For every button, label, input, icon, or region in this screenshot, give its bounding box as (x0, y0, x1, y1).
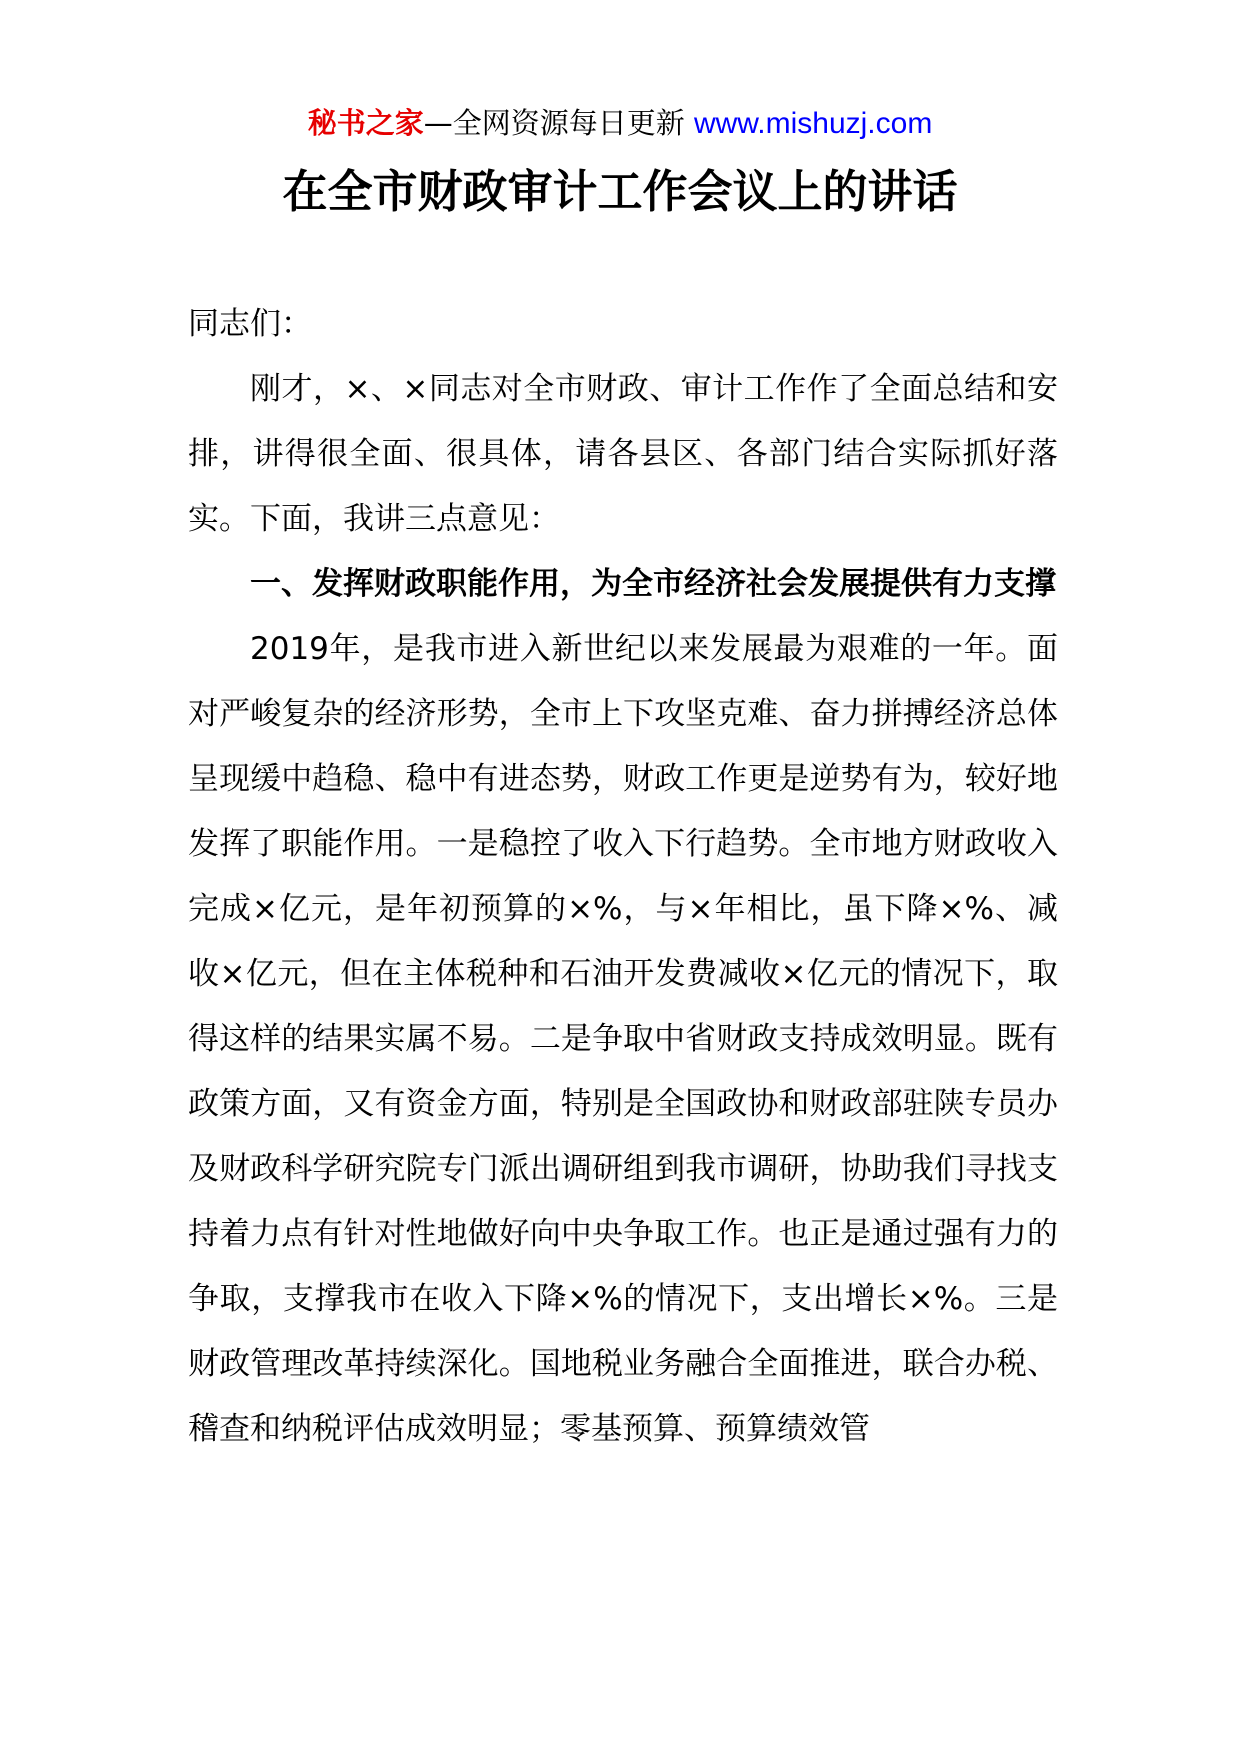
paragraph-body-1: 2019年，是我市进入新世纪以来发展最为艰难的一年。面对严峻复杂的经济形势，全市上下攻坚克难、奋力拼搏经济总体呈现缓中趋稳、稳中有进态势，财政工作更是逆势有为，较好地发挥了职能作用。一是稳控了收入下行趋势。全市地方财政收入完成×亿元，是年初预算的×%，与×年相比，虽下降×%、减收×亿元，但在主体税种和石油开发费减收×亿元的情况下，取得这样的结果实属不易。二是争取中省财政支持成效明显。既有政策方面，又有资金方面，特别是全国政协和财政部驻陕专员办及财政科学研究院专门派出调研组到我市调研，协助我们寻找支持着力点有针对性地做好向中央争取工作。也正是通过强有力的争取，支撑我市在收入下降×%的情况下，支出增长×%。三是财政管理改革持续深化。国地税业务融合全面推进，联合办税、稽查和纳税评估成效明显；零基预算、预算绩效管 (188, 631, 1058, 1447)
site-header (0, 103, 1240, 144)
document-body (188, 292, 1058, 1462)
paragraph-intro: 刚才，×、×同志对全市财政、审计工作作了全面总结和安排，讲得很全面、很具体，请各县区、各部门结合实际抓好落实。下面，我讲三点意见： (188, 371, 1058, 537)
site-url-link[interactable]: www.mishuzj.com (693, 107, 933, 140)
brand-name: 秘书之家 (307, 106, 424, 140)
salutation: 同志们： (188, 306, 312, 342)
document-title: 在全市财政审计工作会议上的讲话 (282, 165, 958, 218)
header-tagline: —全网资源每日更新 (423, 106, 685, 140)
section-heading-1: 一、发挥财政职能作用，为全市经济社会发展提供有力支撑 (250, 566, 1056, 602)
